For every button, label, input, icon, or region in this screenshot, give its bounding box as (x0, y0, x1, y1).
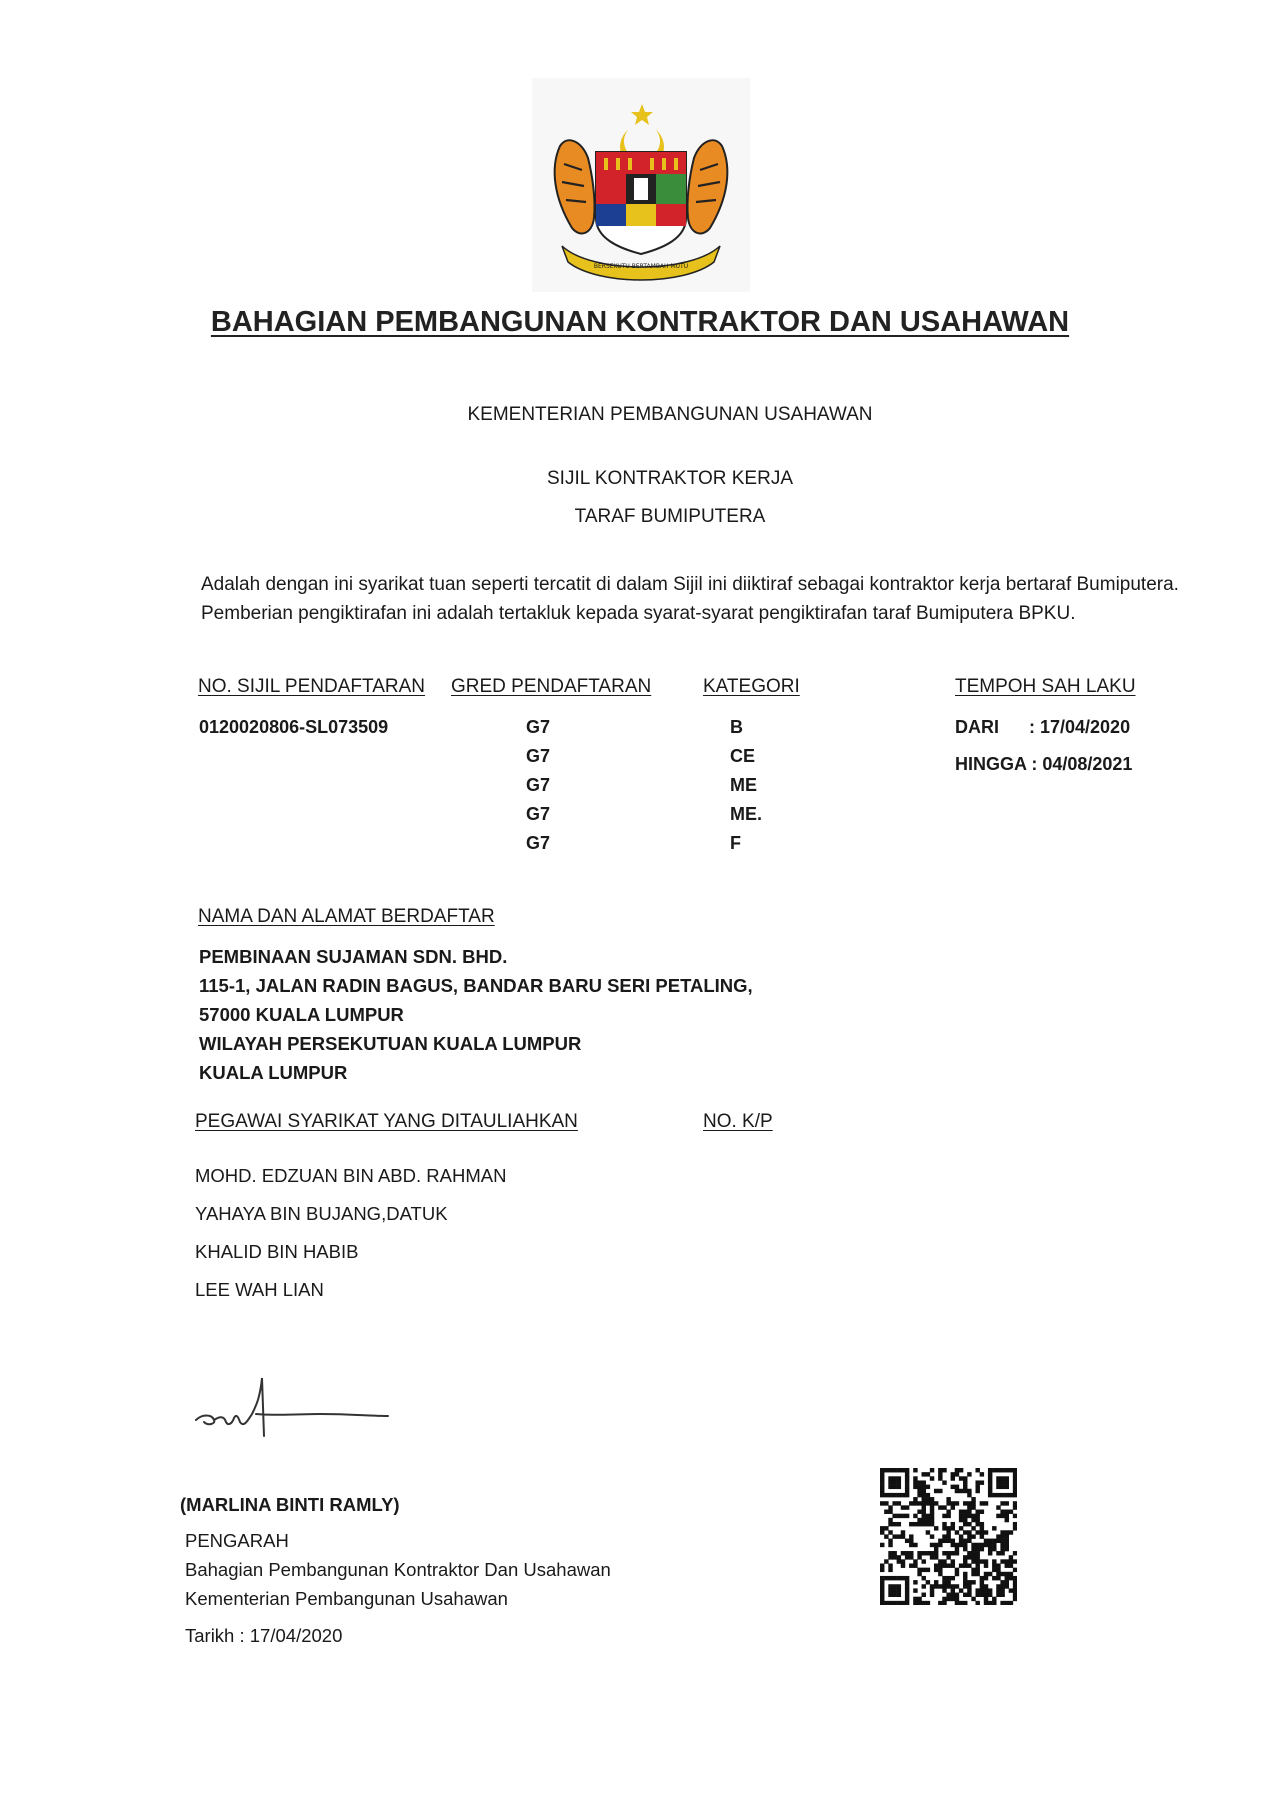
malaysia-coat-of-arms-icon (532, 78, 750, 292)
intro-paragraph: Adalah dengan ini syarikat tuan seperti tercatit di dalam Sijil ini diiktiraf sebagai kontraktor kerja bertaraf Bumiputera. Pemberian pengiktirafan ini adalah tertakluk kepada syarat-syarat pengiktirafan taraf Bumiputera BPKU. (201, 574, 1179, 624)
validity-to-label: HINGGA (955, 754, 1027, 774)
company-name: PEMBINAAN SUJAMAN SDN. BHD. (199, 946, 508, 967)
signatory-name: (MARLINA BINTI RAMLY) (180, 1494, 400, 1515)
signature-image (190, 1370, 400, 1440)
cert-no-header: NO. SIJIL PENDAFTARAN (198, 676, 425, 697)
coat-of-arms (532, 78, 750, 292)
certificate-type: TARAF BUMIPUTERA (574, 506, 766, 527)
grade-item: G7 (526, 746, 551, 766)
cert-no-value: 0120020806-SL073509 (199, 717, 389, 737)
category-item: B (730, 717, 743, 737)
officer-list (195, 1157, 506, 1309)
officers-header: PEGAWAI SYARIKAT YANG DITAULIAHKAN (195, 1111, 578, 1132)
validity-to (955, 754, 1132, 775)
grade-item: G7 (526, 833, 551, 853)
validity-from (955, 717, 1130, 738)
signatory-position: PENGARAH (185, 1530, 289, 1551)
validity-to-value: : 04/08/2021 (1031, 754, 1133, 774)
id-number-header: NO. K/P (703, 1111, 773, 1132)
officer-name: YAHAYA BIN BUJANG,DATUK (195, 1203, 448, 1224)
qr-code-icon (880, 1468, 1017, 1605)
category-header: KATEGORI (703, 676, 800, 697)
address-line: 57000 KUALA LUMPUR (199, 1004, 404, 1025)
signatory-department: Bahagian Pembangunan Kontraktor Dan Usahawan (185, 1559, 611, 1580)
motto-text (594, 263, 688, 270)
company-header: NAMA DAN ALAMAT BERDAFTAR (198, 906, 495, 927)
company-address (199, 942, 753, 1087)
grade-item: G7 (526, 717, 551, 737)
category-item: CE (730, 746, 756, 766)
signatory-ministry: Kementerian Pembangunan Usahawan (185, 1588, 508, 1609)
grade-list (526, 713, 550, 858)
category-item: ME. (730, 804, 763, 824)
page-title: BAHAGIAN PEMBANGUNAN KONTRAKTOR DAN USAHAWAN (210, 306, 1070, 338)
category-item: F (730, 833, 741, 853)
validity-from-value: : 17/04/2020 (1029, 717, 1131, 737)
ministry-name: KEMENTERIAN PEMBANGUNAN USAHAWAN (467, 404, 873, 425)
validity-header: TEMPOH SAH LAKU (955, 676, 1136, 697)
validity-from-label: DARI (955, 717, 999, 737)
officer-name: MOHD. EDZUAN BIN ABD. RAHMAN (195, 1165, 507, 1186)
grade-header: GRED PENDAFTARAN (451, 676, 652, 697)
signature-date: Tarikh : 17/04/2020 (185, 1625, 343, 1646)
address-line: WILAYAH PERSEKUTUAN KUALA LUMPUR (199, 1033, 582, 1054)
address-line: 115-1, JALAN RADIN BAGUS, BANDAR BARU SERI PETALING, (199, 975, 753, 996)
certificate-name: SIJIL KONTRAKTOR KERJA (547, 468, 793, 489)
officer-name: LEE WAH LIAN (195, 1279, 324, 1300)
category-item: ME (730, 775, 757, 795)
address-line: KUALA LUMPUR (199, 1062, 348, 1083)
category-list (730, 713, 762, 858)
svg-text:BERSEKUTU BERTAMBAH MUTU: BERSEKUTU BERTAMBAH MUTU (593, 263, 689, 270)
grade-item: G7 (526, 775, 551, 795)
officer-name: KHALID BIN HABIB (195, 1241, 359, 1262)
grade-item: G7 (526, 804, 551, 824)
